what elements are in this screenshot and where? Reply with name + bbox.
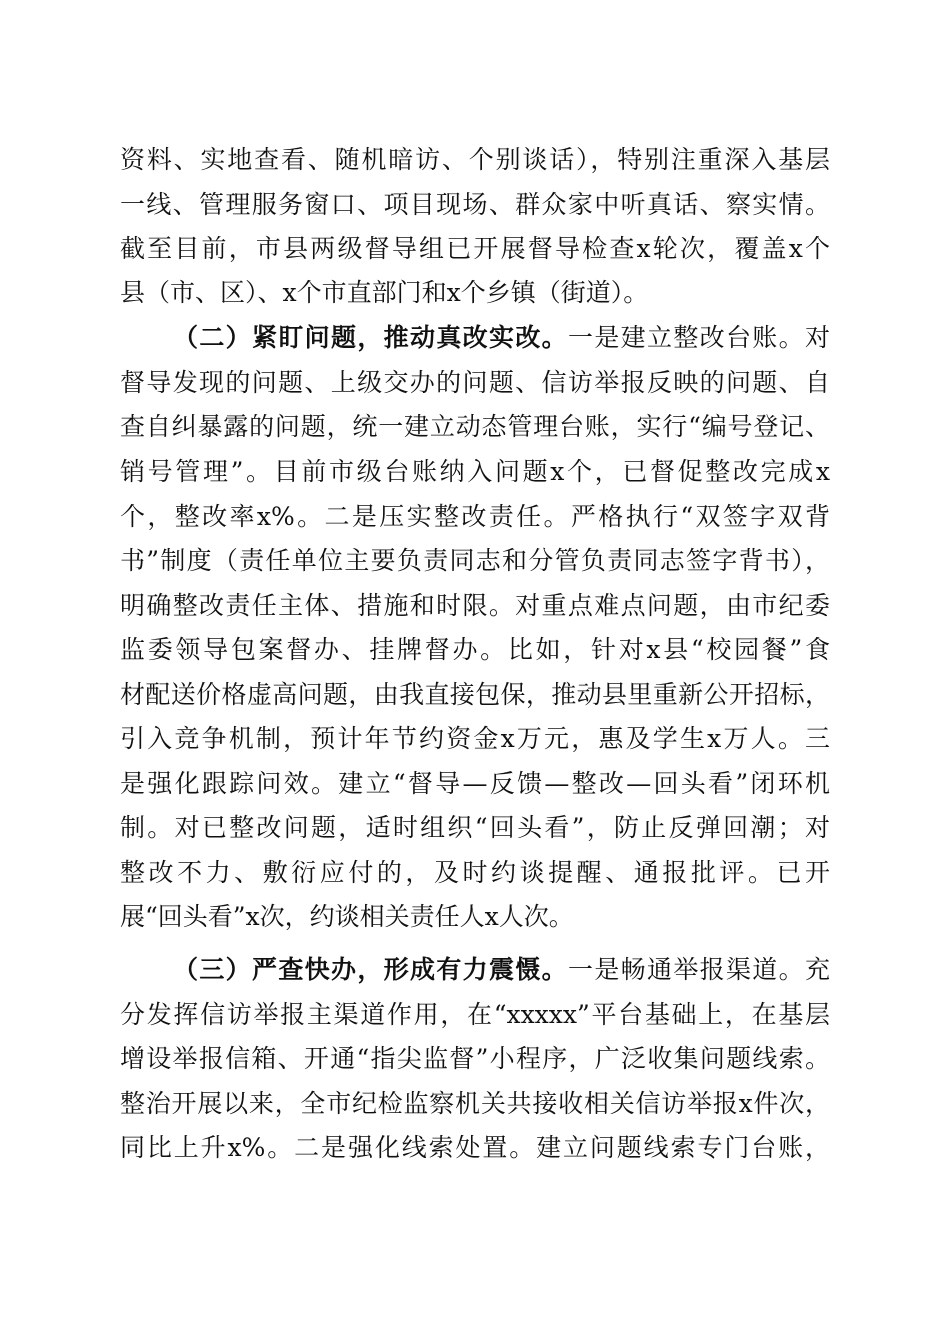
section-heading: （二）紧盯问题，推动真改实改。 — [173, 323, 568, 352]
section-heading: （三）严查快办，形成有力震慑。 — [173, 955, 568, 984]
text-line: 书”制度（责任单位主要负责同志和分管负责同志签字背书）， — [120, 546, 830, 575]
text-line: 整改不力、敷衍应付的，及时约谈提醒、通报批评。已开 — [120, 858, 830, 887]
text-line: 查自纠暴露的问题，统一建立动态管理台账，实行“编号登记、 — [120, 412, 830, 441]
text-line: 展“回头看”x次，约谈相关责任人x人次。 — [120, 902, 574, 931]
text-run: 一是畅通举报渠道。充 — [567, 955, 830, 984]
text-line: 督导发现的问题、上级交办的问题、信访举报反映的问题、自 — [120, 368, 830, 397]
text-line: 增设举报信箱、开通“指尖监督”小程序，广泛收集问题线索。 — [120, 1044, 830, 1073]
section-3-first-line — [173, 950, 830, 990]
text-line: 一线、管理服务窗口、项目现场、群众家中听真话、察实情。 — [120, 190, 830, 219]
text-line: 明确整改责任主体、措施和时限。对重点难点问题，由市纪委 — [120, 591, 830, 620]
text-line: 整治开展以来，全市纪检监察机关共接收相关信访举报x件次， — [120, 1089, 830, 1118]
text-line: 监委领导包案督办、挂牌督办。比如，针对x县“校园餐”食 — [120, 635, 830, 664]
text-line: 销号管理”。目前市级台账纳入问题x个，已督促整改完成x — [120, 457, 830, 486]
text-line: 个，整改率x%。二是压实整改责任。严格执行“双签字双背 — [120, 502, 830, 531]
text-line: 制。对已整改问题，适时组织“回头看”，防止反弹回潮；对 — [120, 813, 830, 842]
text-line: 截至目前，市县两级督导组已开展督导检查x轮次，覆盖x个 — [120, 234, 830, 263]
text-line: 材配送价格虚高问题，由我直接包保，推动县里重新公开招标， — [120, 680, 830, 709]
text-line: 县（市、区）、x个市直部门和x个乡镇（街道）。 — [120, 278, 649, 307]
text-line: 同比上升x%。二是强化线索处置。建立问题线索专门台账， — [120, 1133, 830, 1162]
text-line: 资料、实地查看、随机暗访、个别谈话），特别注重深入基层 — [120, 145, 830, 174]
section-2-first-line — [173, 318, 830, 358]
text-run: 一是建立整改台账。对 — [567, 323, 830, 352]
text-line: 引入竞争机制，预计年节约资金x万元，惠及学生x万人。三 — [120, 724, 830, 753]
text-line: 分发挥信访举报主渠道作用，在“xxxxx”平台基础上，在基层 — [120, 1000, 830, 1029]
text-line: 是强化跟踪问效。建立“督导—反馈—整改—回头看”闭环机 — [120, 769, 830, 798]
